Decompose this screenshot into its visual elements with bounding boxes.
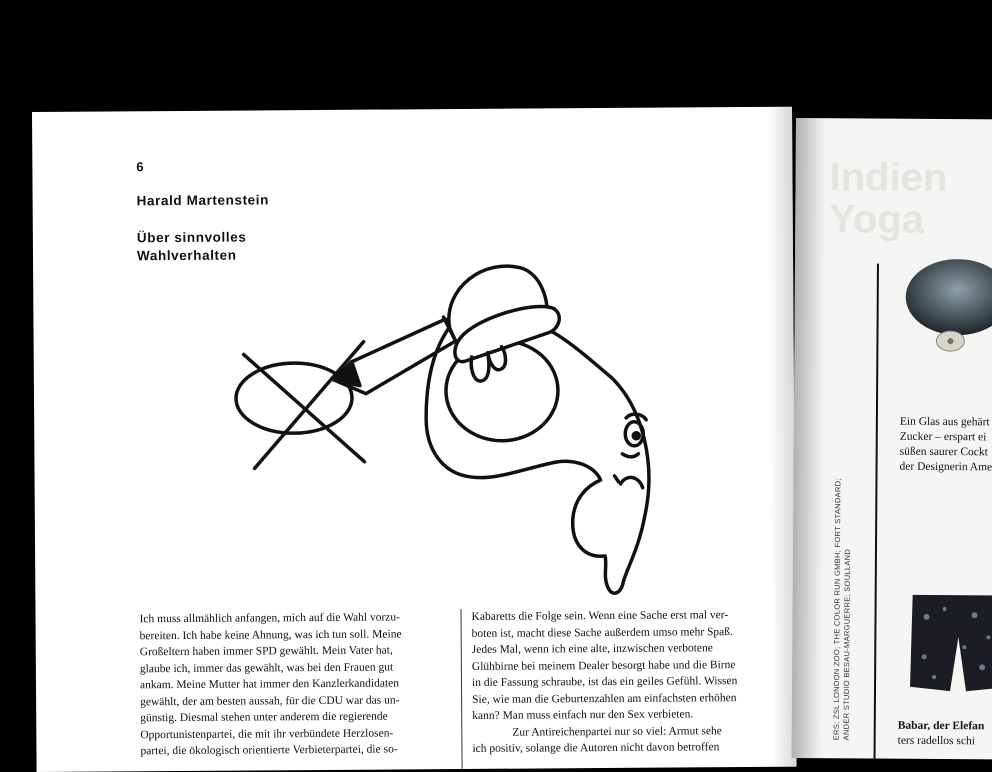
text-line: boten ist, macht diese Sache außerdem umso mehr Spaß. xyxy=(471,625,733,640)
text-line: Sie, wie man die Geburtenzahlen am einfachsten erhöhen xyxy=(472,691,737,706)
text-line: Opportunistenpartei, die mit ihr verbündete Herzlosen- xyxy=(140,726,394,741)
photo-credits xyxy=(832,478,854,740)
text-line: günstig. Diesmal stehen unter anderem die regierende xyxy=(140,710,388,725)
photo-credits-line: ERS; ZSL LONDON ZOO; THE COLOR RUN GMBH; FORT STANDARD; xyxy=(831,478,843,741)
text-line: ich positiv, solange die Autoren nicht davon betroffen xyxy=(472,741,720,755)
column-divider xyxy=(460,609,462,769)
article-title-line: Über sinnvolles xyxy=(136,229,247,246)
article-column-left xyxy=(139,609,462,760)
text-line: bereiten. Ich habe keine Ahnung, was ich tun soll. Meine xyxy=(139,627,402,642)
ballot-cross-pencil-creature-illustration xyxy=(233,248,666,611)
text-line: Glühbirne bei meinem Dealer besorgt habe und die Birne xyxy=(471,658,736,673)
page-binding-shadow xyxy=(792,118,826,758)
text-line: glaube ich, immer das gewählt, was bei den Frauen gut xyxy=(139,660,394,675)
author-name: Harald Martenstein xyxy=(136,192,270,209)
page-number: 6 xyxy=(136,159,144,175)
caption-line: der Designerin Ame xyxy=(899,460,992,474)
caption-line: süßen saurer Cockt xyxy=(899,445,988,459)
product-caption-2 xyxy=(898,719,992,750)
article-column-right xyxy=(471,607,794,758)
text-line: gewählt, der am besten aussah, für die CDU war das un- xyxy=(140,693,400,708)
caption-line: Ein Glas aus gehärt xyxy=(899,415,990,429)
text-line: ankam. Meine Mutter hat immer den Kanzlerkandidaten xyxy=(139,677,400,692)
caption-line: Babar, der Elefan xyxy=(897,719,985,733)
text-line: Ich muss allmählich anfangen, mich auf die Wahl vorzu- xyxy=(139,611,400,626)
text-line: kann? Man muss einfach nur den Sex verbieten. xyxy=(472,708,694,722)
faded-headline xyxy=(829,156,947,241)
text-line: Zur Antireichenpartei nur so viel: Armut sehe xyxy=(512,724,722,739)
magazine-right-page xyxy=(792,118,992,760)
text-line: in die Fassung schraube, ist das ein geiles Gefühl. Wissen xyxy=(471,675,738,689)
glass-product-photo xyxy=(902,259,992,360)
text-line: partei, die ökologisch orientierte Verbieterpartei, die so- xyxy=(140,743,398,758)
faded-headline-line: Yoga xyxy=(829,197,925,242)
article-title-line: Wahlverhalten xyxy=(136,247,237,264)
product-caption-1 xyxy=(900,415,992,476)
caption-line: ters radellos schi xyxy=(897,734,975,748)
faded-headline-line: Indien xyxy=(829,155,948,201)
text-line: Großeltern haben immer SPD gewählt. Mein Vater hat, xyxy=(139,644,393,659)
magazine-left-page xyxy=(32,107,797,772)
text-line: Kabaretts die Folge sein. Wenn eine Sache erst mal ver- xyxy=(471,609,729,623)
vertical-rule xyxy=(874,264,879,759)
text-line: Jedes Mal, wenn ich eine alte, inzwischen verbotene xyxy=(471,642,713,656)
photo-credits-line: ANDER STUDIO BESAU-MARGUERRE; SOULLAND xyxy=(841,548,852,741)
shorts-product-photo xyxy=(904,587,992,708)
caption-line: Zucker – erspart ei xyxy=(899,430,987,444)
